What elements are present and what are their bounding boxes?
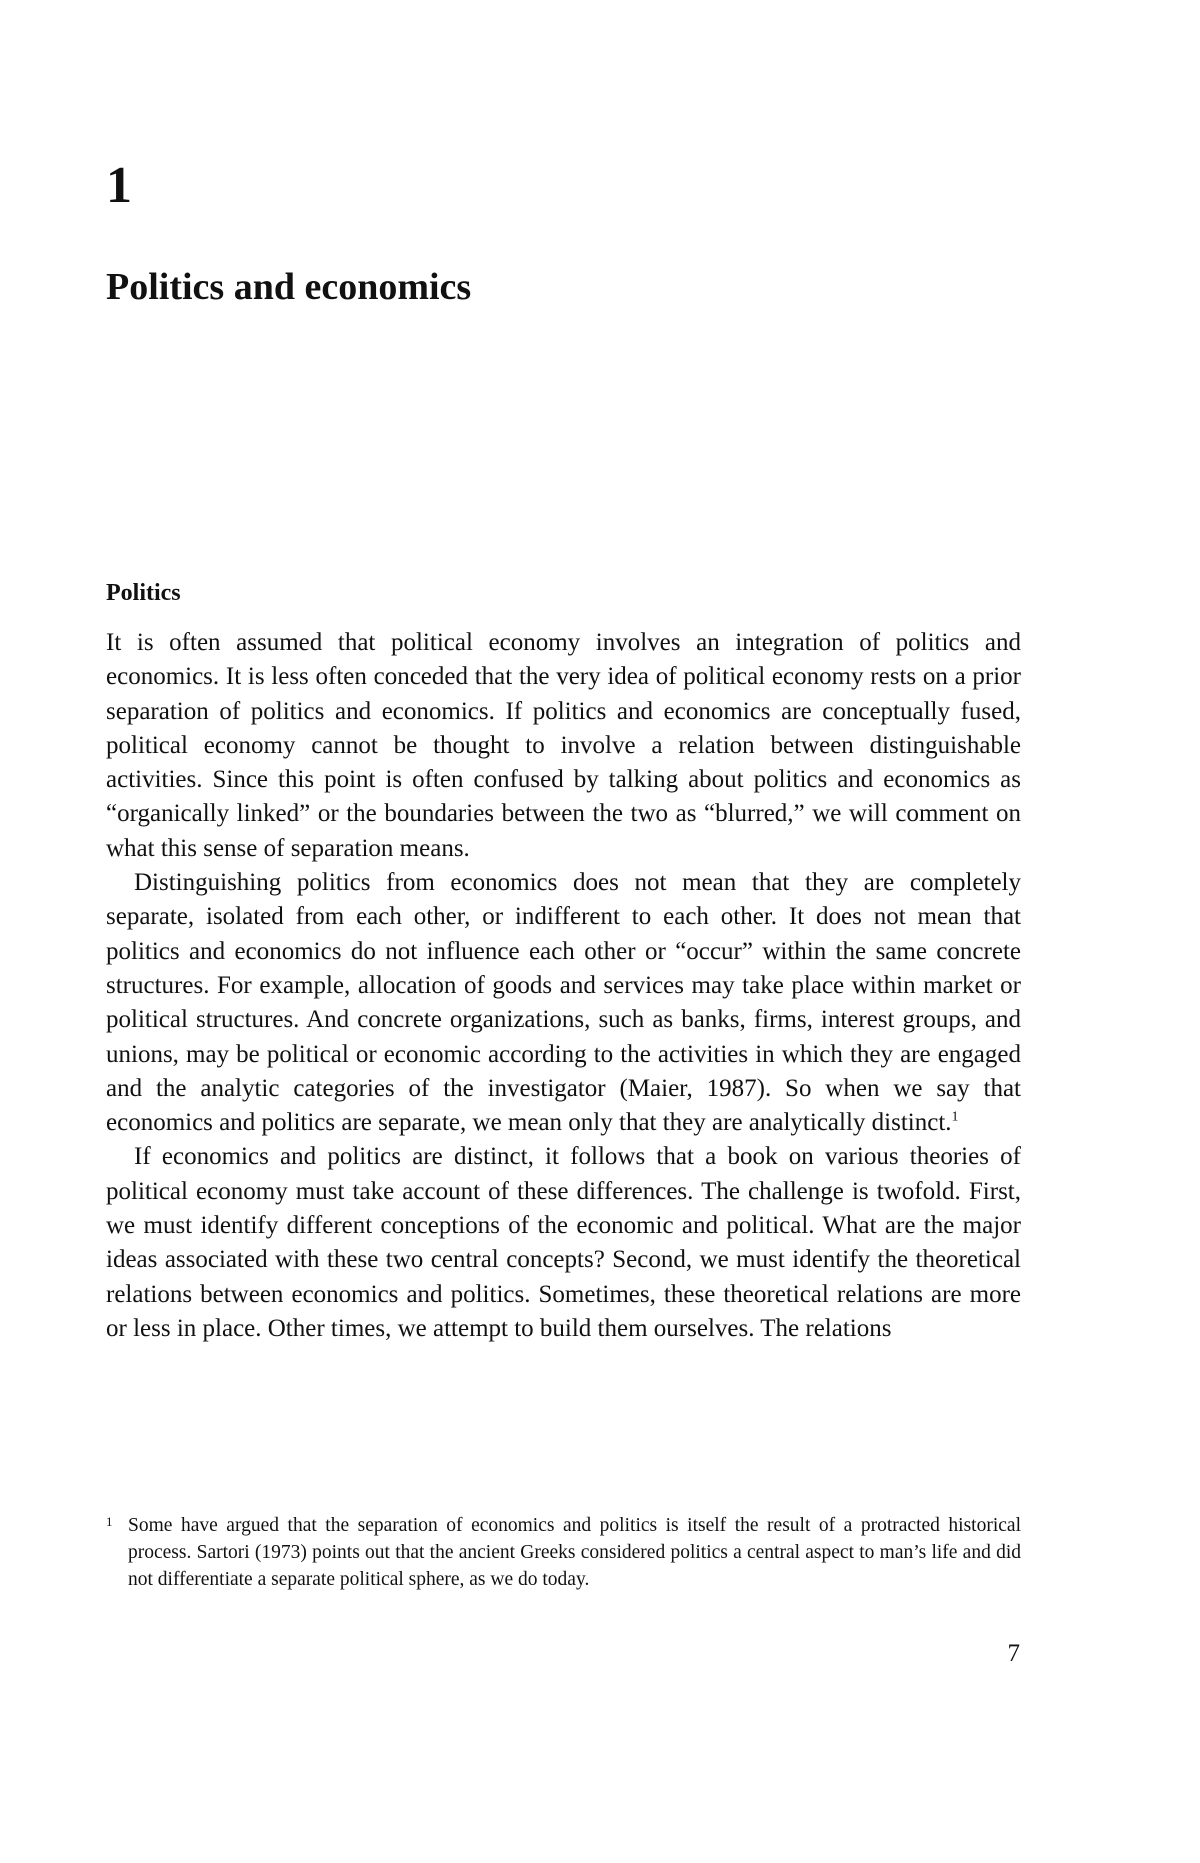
paragraph — [106, 626, 1021, 866]
paragraph — [106, 866, 1021, 1140]
paragraph — [106, 1140, 1021, 1346]
footnote-marker: 1 — [106, 1514, 113, 1529]
section-heading: Politics — [106, 580, 181, 606]
paragraph-text: If economics and politics are distinct, it follows that a book on various theories of political economy must take account of these differences. The challenge is twofold. First, we must identify different conceptions of the economic and political. What are the major ideas associated with these two central concepts? Second, we must identify the theoretical relations between economics and politics. Sometimes, these theoretical relations are more or less in place. Other times, we attempt to build them ourselves. The relations — [106, 1143, 1021, 1342]
paragraph-text: It is often assumed that political economy involves an integration of politics and economics. It is less often conceded that the very idea of political economy rests on a prior separation of politics and economics. If politics and economics are conceptually fused, political economy cannot be thought to involve a relation between distinguishable activities. Since this point is often confused by talking about politics and economics as “organically linked” or the boundaries between the two as “blurred,” we will comment on what this sense of separation means. — [106, 629, 1021, 862]
footnote — [106, 1512, 1021, 1593]
footnote-text: Some have argued that the separation of economics and politics is itself the result of a protracted historical process. Sartori (1973) points out that the ancient Greeks considered politics a central aspect to man’s life and did not differentiate a separate political sphere, as we do today. — [128, 1515, 1021, 1590]
chapter-title: Politics and economics — [106, 266, 472, 308]
chapter-number: 1 — [106, 157, 132, 214]
footnote-reference: 1 — [951, 1109, 959, 1125]
body-text — [106, 626, 1021, 1346]
page-number: 7 — [1007, 1640, 1020, 1667]
paragraph-text: Distinguishing politics from economics does not mean that they are completely separate, isolated from each other, or indifferent to each other. It does not mean that politics and economics do not influence each other or “occur” within the same concrete structures. For example, allocation of goods and services may take place within market or political structures. And concrete organizations, such as banks, firms, interest groups, and unions, may be political or economic according to the activities in which they are engaged and the analytic categories of the investigator (Maier, 1987). So when we say that economics and politics are separate, we mean only that they are analytically distinct. — [106, 869, 1021, 1137]
